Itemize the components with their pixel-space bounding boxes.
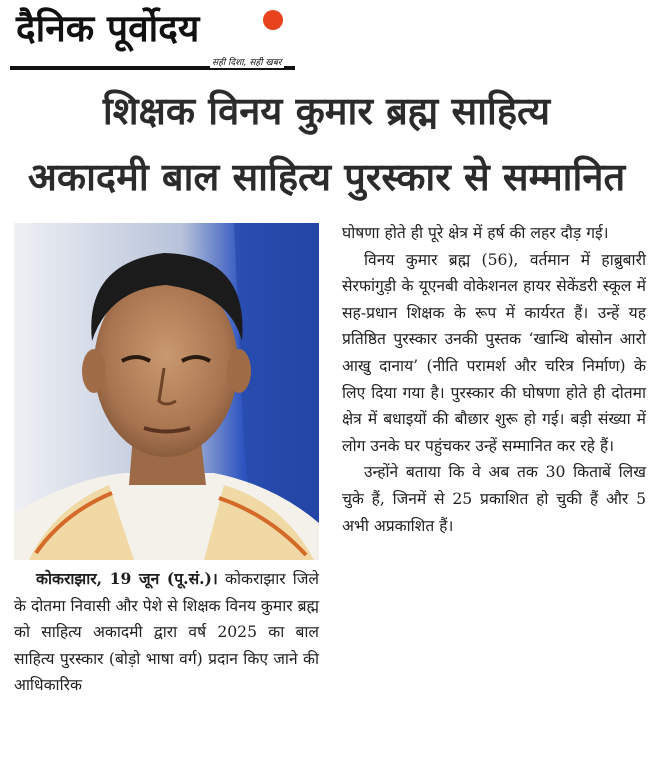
newspaper-tagline: सही दिशा, सही खबर [210, 55, 284, 68]
article-left-column [14, 566, 319, 699]
logo-dot-icon [263, 10, 283, 30]
headline-line-1: शिक्षक विनय कुमार ब्रह्म साहित्य [102, 89, 551, 133]
portrait-photo-icon [14, 223, 319, 560]
newspaper-name: दैनिक पूर्वोदय [16, 7, 200, 50]
article-paragraph-1: कोकराझार जिले के दोतमा निवासी और पेशे से शिक्षक विनय कुमार ब्रह्म को साहित्य अकादमी द्वारा वर्ष 2025 का बाल साहित्य पुरस्कार (बोड़ो भाषा वर्ग) प्रदान किए जाने की आधिकारिक [14, 570, 319, 695]
portrait-photo [14, 223, 319, 560]
article-right-column [342, 220, 646, 539]
article-paragraph-2: विनय कुमार ब्रह्म (56), वर्तमान में हाब्रुबारी सेरफांगुड़ी के यूएनबी वोकेशनल हायर सेकेंडरी स्कूल में सह-प्रधान शिक्षक के रूप में कार्यरत हैं। उन्हें यह प्रतिष्ठित पुरस्कार उनकी पुस्तक ‘खान्थि बोसोन आरो आखु दानाय’ (नीति परामर्श और चरित्र निर्माण) के लिए दिया गया है। पुरस्कार की घोषणा होते ही दोतमा क्षेत्र में बधाइयों की बौछार शुरू हो गई। बड़ी संख्या में लोग उनके घर पहुंचकर उन्हें सम्मानित कर रहे हैं। [342, 250, 646, 455]
headline-line-2: अकादमी बाल साहित्य पुरस्कार से सम्मानित [27, 155, 626, 199]
masthead [10, 4, 295, 72]
article-dateline: कोकराझार, 19 जून (पू.सं.)। [36, 569, 218, 588]
article-paragraph-1-continued: घोषणा होते ही पूरे क्षेत्र में हर्ष की लहर दौड़ गई। [342, 224, 609, 242]
article-paragraph-3: उन्होंने बताया कि वे अब तक 30 किताबें लिख चुके हैं, जिनमें से 25 प्रकाशित हो चुकी हैं और 5 अभी अप्रकाशित हैं। [342, 463, 646, 535]
